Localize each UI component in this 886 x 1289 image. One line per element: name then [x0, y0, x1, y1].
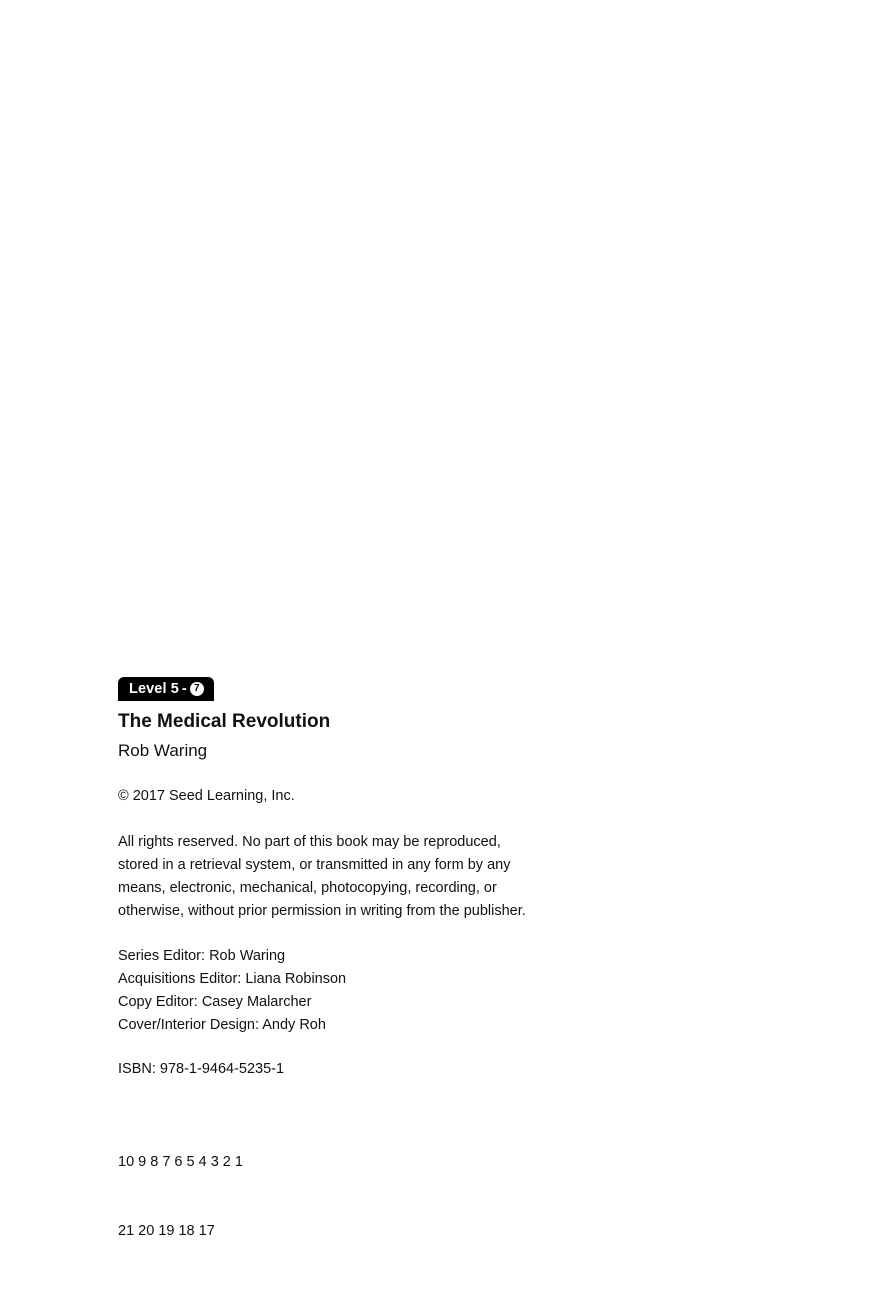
rights-statement [118, 831, 638, 923]
book-title: The Medical Revolution [118, 711, 331, 732]
level-badge [118, 677, 214, 701]
level-separator: - [181, 681, 187, 697]
isbn: ISBN: 978-1-9464-5235-1 [118, 1061, 285, 1077]
rights-line: stored in a retrieval system, or transmitted in any form by any [118, 857, 511, 873]
credits-list [118, 945, 638, 1037]
level-label: Level 5 [129, 681, 179, 697]
printing-years: 21 20 19 18 17 [118, 1223, 215, 1239]
rights-line: All rights reserved. No part of this book may be reproduced, [118, 834, 501, 850]
book-author: Rob Waring [118, 741, 208, 760]
copyright-page-block [118, 677, 638, 1289]
copyright-notice: © 2017 Seed Learning, Inc. [118, 788, 295, 804]
printing-line-numbers [118, 1105, 638, 1289]
rights-line: otherwise, without prior permission in writing from the publisher. [118, 903, 526, 919]
credit-line: Series Editor: Rob Waring [118, 948, 286, 964]
credit-line: Copy Editor: Casey Malarcher [118, 994, 312, 1010]
rights-line: means, electronic, mechanical, photocopying, recording, or [118, 880, 497, 896]
level-number-circle: 7 [190, 682, 204, 696]
credit-line: Cover/Interior Design: Andy Roh [118, 1017, 326, 1033]
printing-numbers: 10 9 8 7 6 5 4 3 2 1 [118, 1154, 243, 1170]
credit-line: Acquisitions Editor: Liana Robinson [118, 971, 347, 987]
